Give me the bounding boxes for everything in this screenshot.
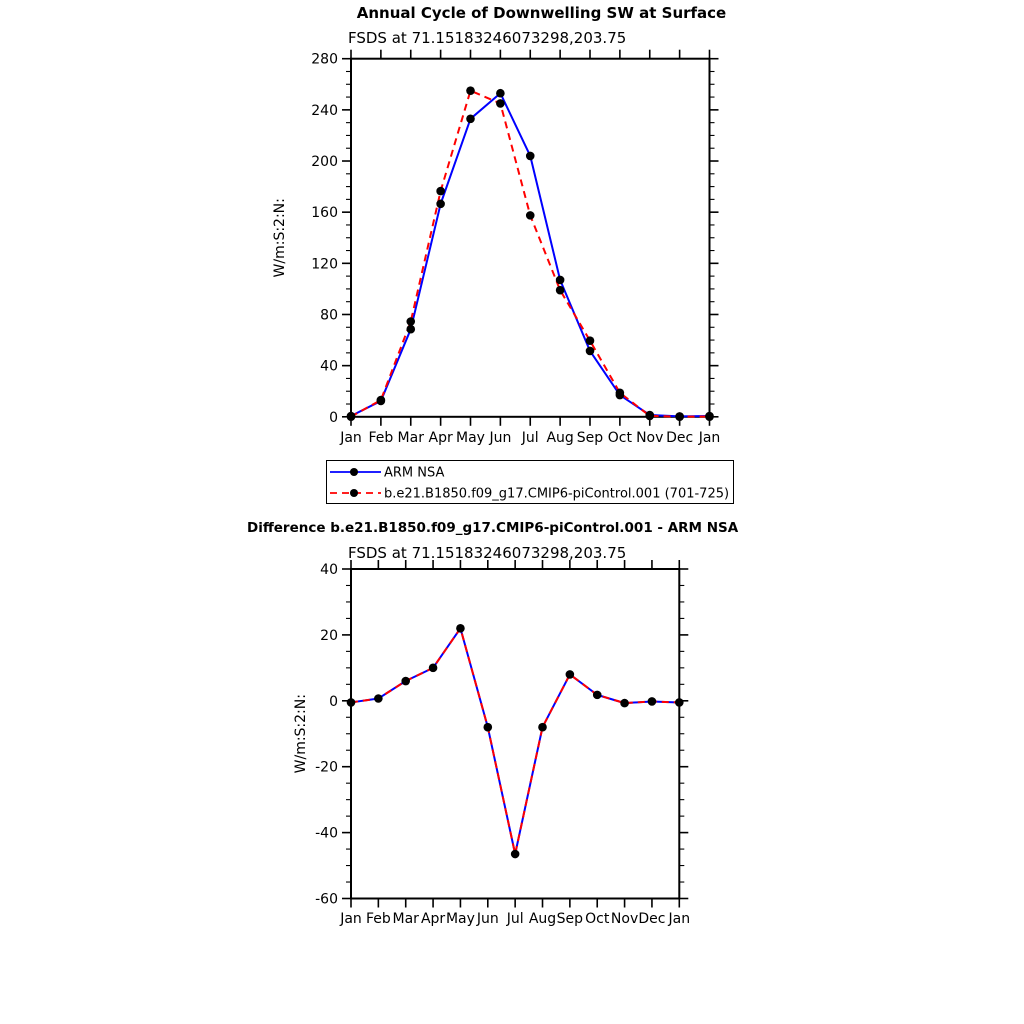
y-axis-title: W/m:S:2:N: xyxy=(293,694,309,774)
data-point-marker xyxy=(496,99,505,108)
data-point-marker xyxy=(645,412,654,421)
y-tick-label: 240 xyxy=(311,102,338,119)
data-point-marker xyxy=(347,412,356,421)
y-tick-label: 120 xyxy=(311,256,338,273)
x-tick-label: Oct xyxy=(607,430,632,446)
y-tick-label: 40 xyxy=(320,562,338,578)
legend-canvas xyxy=(327,461,733,503)
y-tick-label: 40 xyxy=(320,358,338,375)
data-point-marker xyxy=(429,664,438,673)
data-point-marker xyxy=(483,723,492,732)
data-point-marker xyxy=(466,115,475,124)
legend-box xyxy=(326,460,734,504)
y-tick-label: 280 xyxy=(311,51,338,68)
x-tick-label: Mar xyxy=(397,430,424,446)
legend-item-arm-nsa xyxy=(330,466,444,481)
x-tick-label: Jun xyxy=(476,911,499,927)
data-point-marker xyxy=(406,325,415,334)
data-point-marker xyxy=(586,336,595,345)
data-point-marker xyxy=(436,200,445,209)
legend-marker-dot xyxy=(350,489,358,497)
data-point-marker xyxy=(511,850,520,859)
data-point-marker xyxy=(675,698,684,707)
x-tick-label: Nov xyxy=(610,911,639,927)
x-tick-label: Sep xyxy=(556,911,584,927)
y-axis-title: W/m:S:2:N: xyxy=(272,198,288,278)
data-point-marker xyxy=(556,286,565,295)
x-tick-label: Jan xyxy=(340,911,362,927)
legend-label-arm-nsa: ARM NSA xyxy=(384,465,445,481)
data-point-marker xyxy=(675,412,684,421)
y-tick-label: 0 xyxy=(329,409,338,426)
series-line-dashed xyxy=(351,628,679,854)
data-point-marker xyxy=(374,694,383,703)
x-tick-label: Aug xyxy=(546,430,574,446)
y-tick-label: 160 xyxy=(311,205,338,222)
data-point-marker xyxy=(401,677,410,686)
x-tick-label: Jul xyxy=(521,430,539,446)
x-tick-label: Jul xyxy=(506,911,524,927)
x-tick-label: Jan xyxy=(668,911,691,927)
plot-box xyxy=(351,59,710,417)
y-tick-label: 0 xyxy=(329,693,338,710)
chart1-title: Annual Cycle of Downwelling SW at Surface xyxy=(356,4,727,22)
data-point-marker xyxy=(406,317,415,326)
x-tick-label: Feb xyxy=(365,911,391,927)
x-tick-label: Jan xyxy=(698,430,721,446)
y-tick-label: -20 xyxy=(315,759,338,776)
data-point-marker xyxy=(705,412,714,421)
x-tick-label: Oct xyxy=(585,911,610,927)
x-tick-label: Aug xyxy=(528,911,557,927)
legend-item-model-case xyxy=(330,487,729,502)
data-point-marker xyxy=(526,152,535,161)
x-tick-label: Nov xyxy=(636,430,664,446)
legend-label-model-case: b.e21.B1850.f09_g17.CMIP6-piControl.001 (701-725) xyxy=(384,486,730,502)
data-point-marker xyxy=(456,624,465,633)
data-point-marker xyxy=(593,691,602,700)
x-tick-label: May xyxy=(445,911,475,927)
series-line-solid xyxy=(351,628,679,854)
data-point-marker xyxy=(496,89,505,98)
chart2-subtitle: FSDS at 71.15183246073298,203.75 xyxy=(348,544,627,562)
data-point-marker xyxy=(466,86,475,95)
y-tick-label: -40 xyxy=(315,825,338,842)
y-tick-label: 200 xyxy=(311,154,338,171)
x-tick-label: Dec xyxy=(638,911,666,927)
data-point-marker xyxy=(620,699,629,708)
series-line-dashed xyxy=(351,91,710,417)
data-point-marker xyxy=(648,697,657,706)
plot-box xyxy=(351,569,679,899)
x-tick-label: Apr xyxy=(420,911,446,927)
data-point-marker xyxy=(526,211,535,220)
y-tick-label: 20 xyxy=(320,627,338,644)
data-point-marker xyxy=(566,670,575,679)
data-point-marker xyxy=(586,347,595,356)
data-point-marker xyxy=(377,396,386,405)
x-tick-label: Jan xyxy=(340,430,362,446)
data-point-marker xyxy=(616,388,625,397)
x-tick-label: May xyxy=(456,430,485,446)
data-point-marker xyxy=(538,723,547,732)
x-tick-label: Apr xyxy=(428,430,453,446)
y-tick-label: -60 xyxy=(315,891,338,908)
chart2-title: Difference b.e21.B1850.f09_g17.CMIP6-piControl.001 - ARM NSA xyxy=(247,520,739,536)
y-tick-label: 80 xyxy=(320,307,338,324)
data-point-marker xyxy=(436,187,445,196)
series-line-solid xyxy=(351,93,710,416)
x-tick-label: Mar xyxy=(392,911,419,927)
chart1-subtitle: FSDS at 71.15183246073298,203.75 xyxy=(348,29,627,47)
data-point-marker xyxy=(556,276,565,285)
x-tick-label: Feb xyxy=(368,430,394,446)
x-tick-label: Jun xyxy=(489,430,512,446)
x-tick-label: Sep xyxy=(576,430,604,446)
data-point-marker xyxy=(347,698,356,707)
x-tick-label: Dec xyxy=(666,430,694,446)
legend-marker-dot xyxy=(350,468,358,476)
